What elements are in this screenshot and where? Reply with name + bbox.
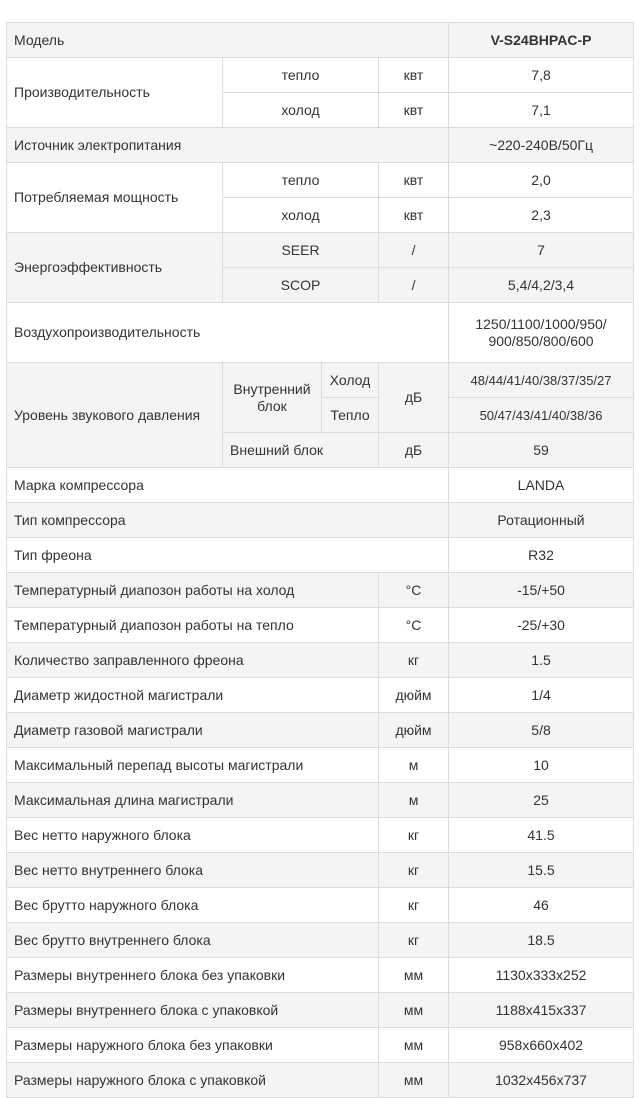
- row-unit: °С: [379, 573, 449, 608]
- row-label: Тип компрессора: [7, 503, 449, 538]
- row-label: Размеры наружного блока с упаковкой: [7, 1063, 379, 1098]
- row-label: Вес брутто наружного блока: [7, 888, 379, 923]
- row-value: 7,1: [449, 93, 634, 128]
- row-unit: квт: [379, 58, 449, 93]
- row-unit: мм: [379, 1028, 449, 1063]
- row-unit: кг: [379, 923, 449, 958]
- row-net-indoor: [7, 853, 634, 888]
- row-value: [449, 303, 634, 363]
- row-mode: SEER: [223, 233, 379, 268]
- row-value: 2,3: [449, 198, 634, 233]
- row-refrigerant-charge: [7, 643, 634, 678]
- value-line: 900/850/800/600: [488, 332, 594, 349]
- row-unit: м: [379, 748, 449, 783]
- row-value: Ротационный: [449, 503, 634, 538]
- row-value: ~220-240В/50Гц: [449, 128, 634, 163]
- row-label: Марка компрессора: [7, 468, 449, 503]
- row-label: Размеры внутреннего блока с упаковкой: [7, 993, 379, 1028]
- row-value: 1032x456x737: [449, 1063, 634, 1098]
- row-label: Модель: [7, 23, 449, 58]
- spec-table: [6, 22, 634, 1098]
- row-unit: кг: [379, 643, 449, 678]
- row-power-source: [7, 128, 634, 163]
- row-label: Производительность: [7, 58, 223, 128]
- row-value: 48/44/41/40/38/37/35/27: [449, 363, 634, 398]
- row-value: LANDA: [449, 468, 634, 503]
- row-unit: квт: [379, 163, 449, 198]
- row-power-consumption-heat: [7, 163, 634, 198]
- row-sublabel: [223, 363, 322, 433]
- row-unit: °С: [379, 608, 449, 643]
- row-max-length: [7, 783, 634, 818]
- row-label: Максимальная длина магистрали: [7, 783, 379, 818]
- row-label: Тип фреона: [7, 538, 449, 573]
- row-mode: Тепло: [322, 398, 379, 433]
- row-temp-range-cool: [7, 573, 634, 608]
- row-dim-indoor-packed: [7, 993, 634, 1028]
- row-value: 1188x415x337: [449, 993, 634, 1028]
- row-liquid-line: [7, 678, 634, 713]
- row-unit: /: [379, 233, 449, 268]
- row-value: 25: [449, 783, 634, 818]
- row-label: Размеры внутреннего блока без упаковки: [7, 958, 379, 993]
- row-label: Источник электропитания: [7, 128, 449, 163]
- row-dim-outdoor-bare: [7, 1028, 634, 1063]
- row-unit: кг: [379, 888, 449, 923]
- row-label: Вес нетто наружного блока: [7, 818, 379, 853]
- row-value: 1130x333x252: [449, 958, 634, 993]
- row-label: Уровень звукового давления: [7, 363, 223, 468]
- row-value: 1/4: [449, 678, 634, 713]
- row-mode: SCOP: [223, 268, 379, 303]
- row-unit: кг: [379, 818, 449, 853]
- row-value: 10: [449, 748, 634, 783]
- row-mode: холод: [223, 93, 379, 128]
- row-unit: дюйм: [379, 678, 449, 713]
- row-label: Энергоэффективность: [7, 233, 223, 303]
- row-mode: тепло: [223, 163, 379, 198]
- row-sound-indoor-cool: [7, 363, 634, 398]
- row-gross-outdoor: [7, 888, 634, 923]
- row-unit: мм: [379, 1063, 449, 1098]
- row-unit: дБ: [379, 433, 449, 468]
- row-label: Вес нетто внутреннего блока: [7, 853, 379, 888]
- row-label: Воздухопроизводительность: [7, 303, 449, 363]
- row-mode: тепло: [223, 58, 379, 93]
- row-capacity-heat: [7, 58, 634, 93]
- row-value: 7: [449, 233, 634, 268]
- row-label: Потребляемая мощность: [7, 163, 223, 233]
- row-value: 958x660x402: [449, 1028, 634, 1063]
- sublabel-line: блок: [257, 397, 287, 414]
- row-value: 1.5: [449, 643, 634, 678]
- row-label: Размеры наружного блока без упаковки: [7, 1028, 379, 1063]
- row-value: 18.5: [449, 923, 634, 958]
- row-dim-outdoor-packed: [7, 1063, 634, 1098]
- row-value: 50/47/43/41/40/38/36: [449, 398, 634, 433]
- row-temp-range-heat: [7, 608, 634, 643]
- row-gas-line: [7, 713, 634, 748]
- row-value: 7,8: [449, 58, 634, 93]
- row-value: 5,4/4,2/3,4: [449, 268, 634, 303]
- row-unit: дБ: [379, 363, 449, 433]
- row-label: Количество заправленного фреона: [7, 643, 379, 678]
- row-unit: мм: [379, 958, 449, 993]
- row-label: Диаметр газовой магистрали: [7, 713, 379, 748]
- row-value: 41.5: [449, 818, 634, 853]
- row-value: 15.5: [449, 853, 634, 888]
- row-unit: м: [379, 783, 449, 818]
- row-airflow: [7, 303, 634, 363]
- row-value: 2,0: [449, 163, 634, 198]
- sublabel-line: Внутренний: [233, 380, 311, 397]
- row-value: 59: [449, 433, 634, 468]
- row-value: -25/+30: [449, 608, 634, 643]
- row-mode: Холод: [322, 363, 379, 398]
- row-max-height: [7, 748, 634, 783]
- row-value: R32: [449, 538, 634, 573]
- row-compressor-type: [7, 503, 634, 538]
- row-refrigerant-type: [7, 538, 634, 573]
- row-value: -15/+50: [449, 573, 634, 608]
- row-label: Вес брутто внутреннего блока: [7, 923, 379, 958]
- row-mode: холод: [223, 198, 379, 233]
- row-dim-indoor-bare: [7, 958, 634, 993]
- value-line: 1250/1100/1000/950/: [475, 315, 607, 332]
- row-value: 5/8: [449, 713, 634, 748]
- row-label: Максимальный перепад высоты магистрали: [7, 748, 379, 783]
- row-sublabel: Внешний блок: [223, 433, 379, 468]
- row-unit: квт: [379, 93, 449, 128]
- row-label: Температурный диапозон работы на холод: [7, 573, 379, 608]
- row-unit: кг: [379, 853, 449, 888]
- row-net-outdoor: [7, 818, 634, 853]
- row-label: Диаметр жидостной магистрали: [7, 678, 379, 713]
- row-compressor-brand: [7, 468, 634, 503]
- row-efficiency-seer: [7, 233, 634, 268]
- row-model: [7, 23, 634, 58]
- row-gross-indoor: [7, 923, 634, 958]
- row-label: Температурный диапозон работы на тепло: [7, 608, 379, 643]
- row-value: V-S24BHPAC-P: [449, 23, 634, 58]
- row-unit: квт: [379, 198, 449, 233]
- row-unit: /: [379, 268, 449, 303]
- row-unit: дюйм: [379, 713, 449, 748]
- row-value: 46: [449, 888, 634, 923]
- row-unit: мм: [379, 993, 449, 1028]
